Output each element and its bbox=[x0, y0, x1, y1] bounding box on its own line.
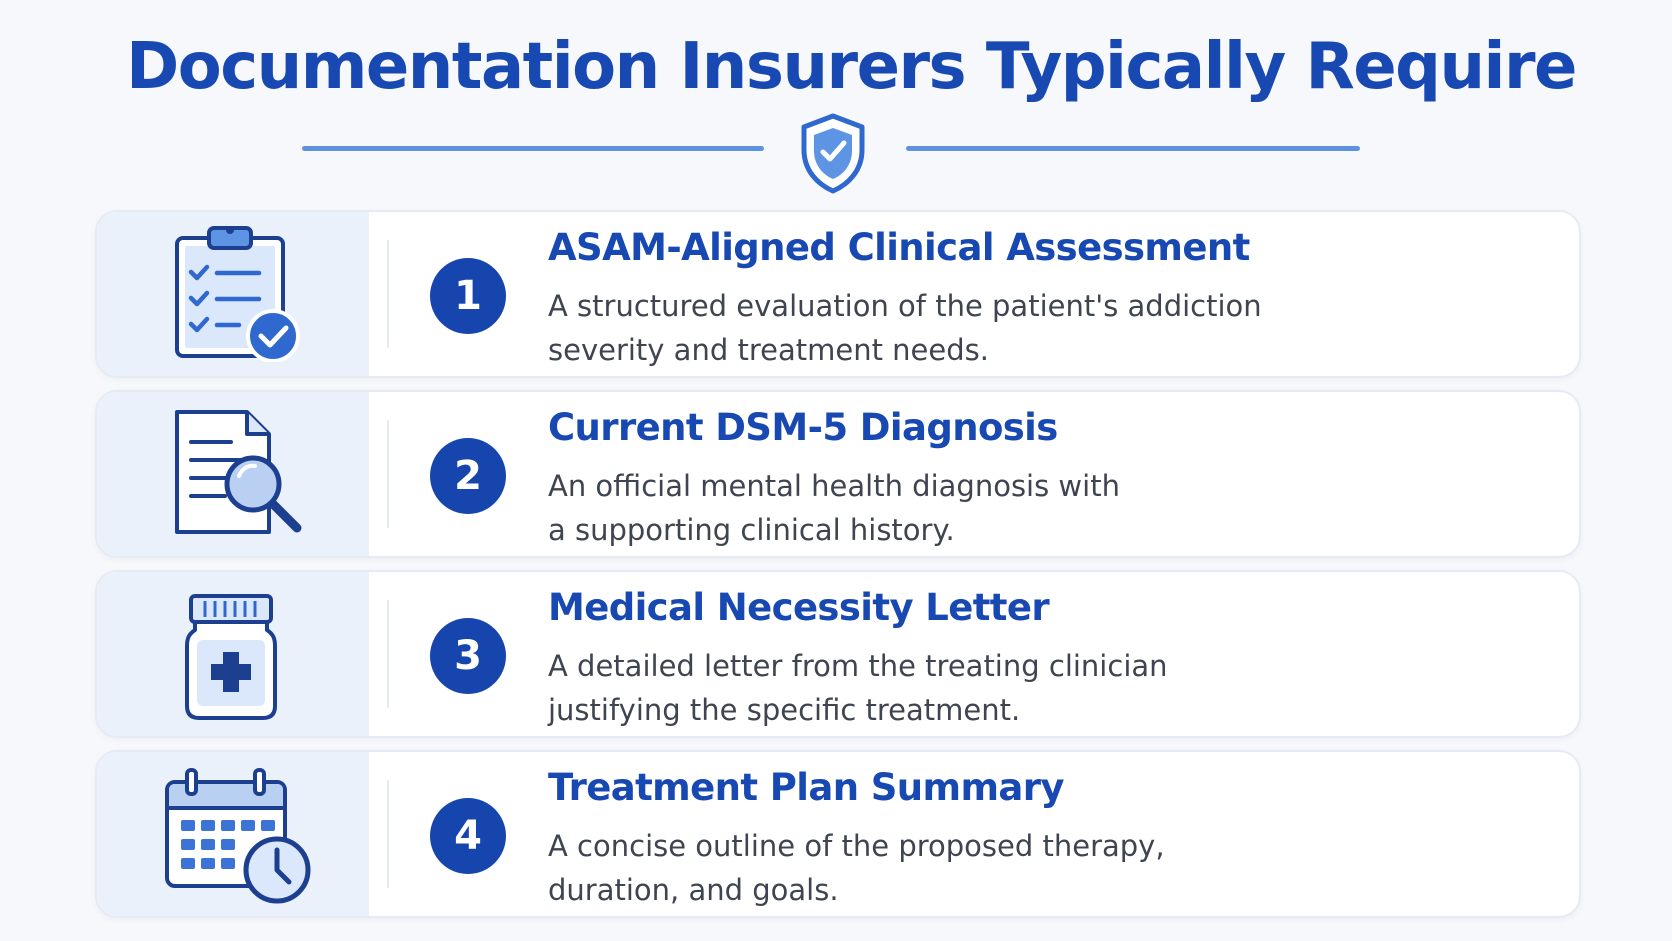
requirement-card-3 bbox=[95, 570, 1581, 738]
divider-left bbox=[302, 146, 764, 151]
number-badge: 2 bbox=[430, 438, 506, 514]
divider-right bbox=[906, 146, 1360, 151]
clipboard-checklist-icon bbox=[169, 222, 309, 362]
icon-panel bbox=[97, 572, 369, 736]
number-badge: 4 bbox=[430, 798, 506, 874]
card-heading: Medical Necessity Letter bbox=[548, 586, 1050, 629]
page-title: Documentation Insurers Typically Require bbox=[126, 30, 1576, 104]
description-line: justifying the specific treatment. bbox=[548, 693, 1021, 727]
requirement-card-2 bbox=[95, 390, 1581, 558]
description-line: A concise outline of the proposed therapy, bbox=[548, 829, 1165, 863]
card-separator bbox=[387, 780, 389, 888]
calendar-clock-icon bbox=[163, 766, 313, 906]
card-heading: ASAM-Aligned Clinical Assessment bbox=[548, 226, 1250, 269]
description-line: A detailed letter from the treating clinician bbox=[548, 649, 1168, 683]
requirement-card-4 bbox=[95, 750, 1581, 918]
card-heading: Current DSM-5 Diagnosis bbox=[548, 406, 1058, 449]
number-badge: 1 bbox=[430, 258, 506, 334]
card-separator bbox=[387, 240, 389, 348]
card-separator bbox=[387, 600, 389, 708]
description-line: duration, and goals. bbox=[548, 873, 839, 907]
number-badge: 3 bbox=[430, 618, 506, 694]
description-line: a supporting clinical history. bbox=[548, 513, 955, 547]
description-line: An official mental health diagnosis with bbox=[548, 469, 1120, 503]
description-line: A structured evaluation of the patient's addiction bbox=[548, 289, 1262, 323]
medicine-bottle-icon bbox=[181, 588, 281, 724]
card-heading: Treatment Plan Summary bbox=[548, 766, 1064, 809]
card-separator bbox=[387, 420, 389, 528]
icon-panel bbox=[97, 212, 369, 376]
document-magnifier-icon bbox=[169, 406, 309, 546]
card-description bbox=[548, 284, 1262, 372]
description-line: severity and treatment needs. bbox=[548, 333, 989, 367]
shield-check-icon bbox=[798, 112, 868, 194]
card-description bbox=[548, 824, 1165, 912]
card-description bbox=[548, 464, 1120, 552]
icon-panel bbox=[97, 392, 369, 556]
requirement-card-1 bbox=[95, 210, 1581, 378]
card-description bbox=[548, 644, 1168, 732]
icon-panel bbox=[97, 752, 369, 916]
